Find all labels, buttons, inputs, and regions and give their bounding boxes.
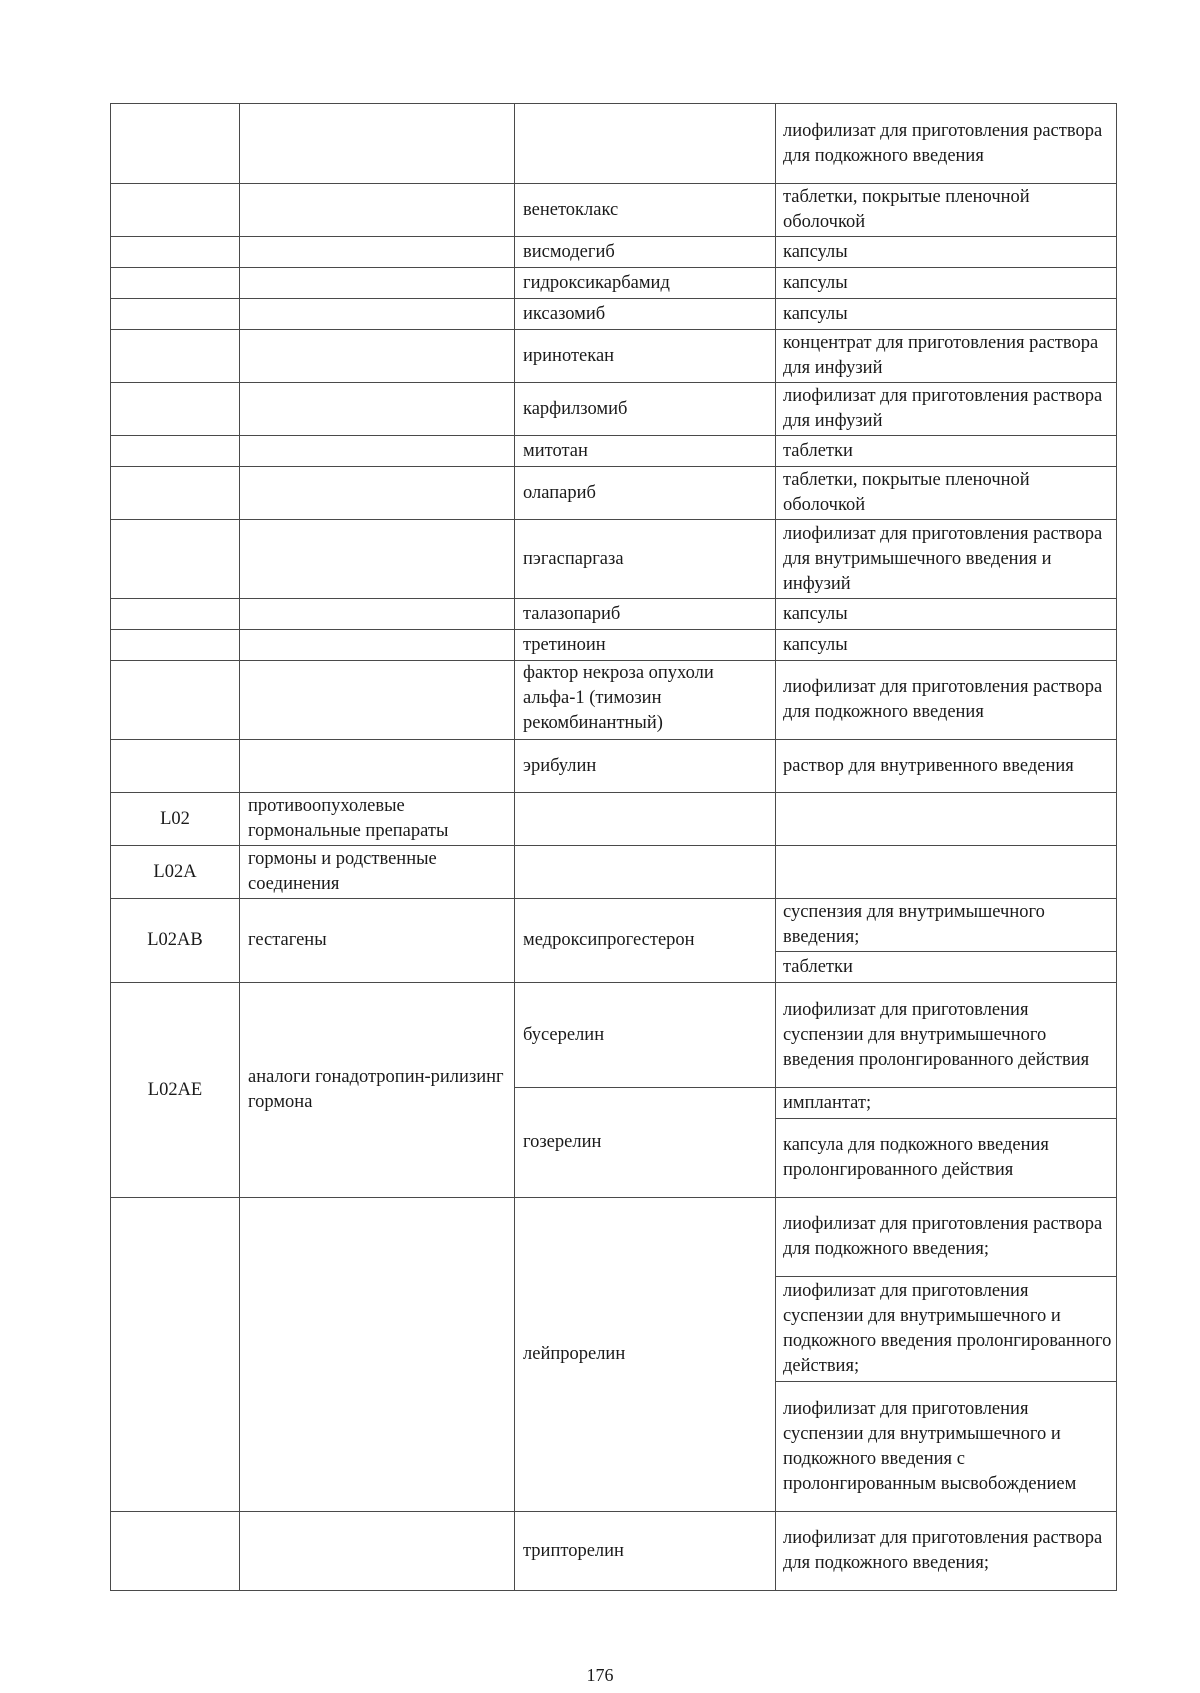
table-row bbox=[111, 793, 1117, 846]
table-row bbox=[111, 740, 1117, 793]
table-row bbox=[111, 1198, 1117, 1277]
group-name bbox=[240, 330, 515, 383]
drug-name: третиноин bbox=[515, 630, 776, 661]
dosage-form: концентрат для приготовления раствора для инфузий bbox=[776, 330, 1117, 383]
drug-name: олапариб bbox=[515, 467, 776, 520]
drug-name: лейпрорелин bbox=[515, 1198, 776, 1512]
dosage-form: таблетки bbox=[776, 436, 1117, 467]
group-name bbox=[240, 184, 515, 237]
atc-code bbox=[111, 520, 240, 599]
dosage-form: таблетки, покрытые пленочной оболочкой bbox=[776, 184, 1117, 237]
atc-code bbox=[111, 661, 240, 740]
drug-name bbox=[515, 846, 776, 899]
atc-code bbox=[111, 436, 240, 467]
drug-name: трипторелин bbox=[515, 1512, 776, 1591]
drug-name: медроксипрогестерон bbox=[515, 899, 776, 983]
drug-name: талазопариб bbox=[515, 599, 776, 630]
drug-table bbox=[110, 103, 1117, 1591]
table-row bbox=[111, 599, 1117, 630]
atc-code bbox=[111, 330, 240, 383]
dosage-form: лиофилизат для приготовления суспензии для внутримышечного введения пролонгированного действия bbox=[776, 983, 1117, 1088]
atc-code bbox=[111, 268, 240, 299]
group-name: противоопухолевые гормональные препараты bbox=[240, 793, 515, 846]
dosage-form: лиофилизат для приготовления раствора для внутримышечного введения и инфузий bbox=[776, 520, 1117, 599]
table-row bbox=[111, 237, 1117, 268]
drug-name: иринотекан bbox=[515, 330, 776, 383]
table-row bbox=[111, 330, 1117, 383]
group-name bbox=[240, 740, 515, 793]
group-name bbox=[240, 1198, 515, 1512]
table-row bbox=[111, 268, 1117, 299]
group-name: аналоги гонадотропин-рилизинг гормона bbox=[240, 983, 515, 1198]
atc-code bbox=[111, 1512, 240, 1591]
drug-name: висмодегиб bbox=[515, 237, 776, 268]
drug-name: гидроксикарбамид bbox=[515, 268, 776, 299]
dosage-form: суспензия для внутримышечного введения; bbox=[776, 899, 1117, 952]
group-name bbox=[240, 383, 515, 436]
drug-name: эрибулин bbox=[515, 740, 776, 793]
drug-name: гозерелин bbox=[515, 1088, 776, 1198]
dosage-form: имплантат; bbox=[776, 1088, 1117, 1119]
dosage-form: капсулы bbox=[776, 268, 1117, 299]
dosage-form: лиофилизат для приготовления суспензии для внутримышечного и подкожного введения пролонгированного действия; bbox=[776, 1277, 1117, 1382]
dosage-form: раствор для внутривенного введения bbox=[776, 740, 1117, 793]
drug-name: бусерелин bbox=[515, 983, 776, 1088]
atc-code bbox=[111, 467, 240, 520]
group-name bbox=[240, 467, 515, 520]
atc-code: L02AE bbox=[111, 983, 240, 1198]
table-row bbox=[111, 467, 1117, 520]
group-name bbox=[240, 520, 515, 599]
group-name bbox=[240, 661, 515, 740]
drug-name: пэгаспаргаза bbox=[515, 520, 776, 599]
group-name bbox=[240, 268, 515, 299]
dosage-form: капсулы bbox=[776, 630, 1117, 661]
dosage-form bbox=[776, 846, 1117, 899]
atc-code bbox=[111, 599, 240, 630]
atc-code bbox=[111, 383, 240, 436]
atc-code: L02 bbox=[111, 793, 240, 846]
dosage-form: капсулы bbox=[776, 237, 1117, 268]
group-name bbox=[240, 1512, 515, 1591]
drug-name: митотан bbox=[515, 436, 776, 467]
dosage-form: лиофилизат для приготовления раствора для инфузий bbox=[776, 383, 1117, 436]
dosage-form: лиофилизат для приготовления раствора для подкожного введения bbox=[776, 104, 1117, 184]
dosage-form: капсула для подкожного введения пролонгированного действия bbox=[776, 1119, 1117, 1198]
table-row bbox=[111, 630, 1117, 661]
group-name: гормоны и родственные соединения bbox=[240, 846, 515, 899]
drug-name: иксазомиб bbox=[515, 299, 776, 330]
table-row bbox=[111, 299, 1117, 330]
dosage-form bbox=[776, 793, 1117, 846]
group-name bbox=[240, 436, 515, 467]
dosage-form: лиофилизат для приготовления раствора для подкожного введения; bbox=[776, 1512, 1117, 1591]
atc-code: L02A bbox=[111, 846, 240, 899]
atc-code bbox=[111, 237, 240, 268]
dosage-form: лиофилизат для приготовления раствора для подкожного введения bbox=[776, 661, 1117, 740]
table-row bbox=[111, 184, 1117, 237]
dosage-form: таблетки, покрытые пленочной оболочкой bbox=[776, 467, 1117, 520]
dosage-form: лиофилизат для приготовления суспензии для внутримышечного и подкожного введения с пролонгированным высвобождением bbox=[776, 1382, 1117, 1512]
group-name bbox=[240, 237, 515, 268]
atc-code bbox=[111, 740, 240, 793]
dosage-form: капсулы bbox=[776, 599, 1117, 630]
group-name bbox=[240, 599, 515, 630]
table-row bbox=[111, 520, 1117, 599]
table-row bbox=[111, 1512, 1117, 1591]
drug-name: фактор некроза опухоли альфа-1 (тимозин рекомбинантный) bbox=[515, 661, 776, 740]
drug-name bbox=[515, 104, 776, 184]
atc-code: L02AB bbox=[111, 899, 240, 983]
drug-name: карфилзомиб bbox=[515, 383, 776, 436]
dosage-form: таблетки bbox=[776, 952, 1117, 983]
atc-code bbox=[111, 104, 240, 184]
group-name bbox=[240, 299, 515, 330]
atc-code bbox=[111, 1198, 240, 1512]
page-number: 176 bbox=[586, 1665, 614, 1685]
table-row bbox=[111, 104, 1117, 184]
group-name: гестагены bbox=[240, 899, 515, 983]
group-name bbox=[240, 630, 515, 661]
table-row bbox=[111, 436, 1117, 467]
drug-name bbox=[515, 793, 776, 846]
table-row bbox=[111, 846, 1117, 899]
dosage-form: капсулы bbox=[776, 299, 1117, 330]
dosage-form: лиофилизат для приготовления раствора для подкожного введения; bbox=[776, 1198, 1117, 1277]
atc-code bbox=[111, 184, 240, 237]
drug-name: венетоклакс bbox=[515, 184, 776, 237]
table-row bbox=[111, 383, 1117, 436]
group-name bbox=[240, 104, 515, 184]
table-row bbox=[111, 899, 1117, 952]
table-row bbox=[111, 661, 1117, 740]
table-row bbox=[111, 983, 1117, 1088]
atc-code bbox=[111, 630, 240, 661]
atc-code bbox=[111, 299, 240, 330]
